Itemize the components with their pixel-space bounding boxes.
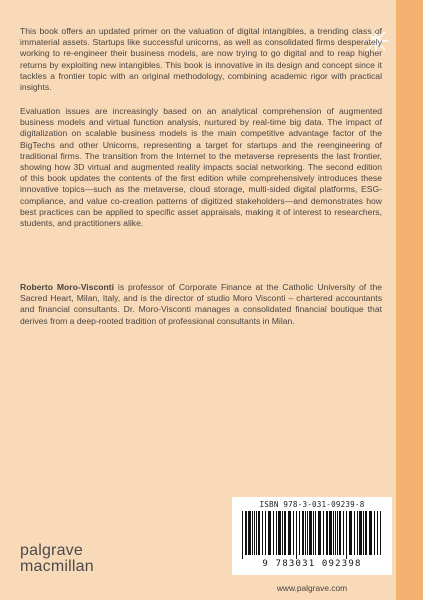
barcode-bar — [374, 511, 375, 555]
barcode-bar — [369, 511, 372, 555]
intro-paragraph: This book offers an updated primer on the valuation of digital intangibles, a trending class of immaterial assets. Startups like successful unicorns, as well as consolidated firms desperately working to re-engineer their business models, are now trying to go digital and to reap higher returns by exploiting new intangibles. This book is innovative in its design and concept since it tackles a frontier topic with an original methodology, combining academic rigor with practical insights. — [20, 26, 382, 93]
barcode-bar — [254, 511, 255, 555]
isbn-label: ISBN 978-3-031-09239-8 — [259, 500, 365, 509]
barcode-bar — [258, 511, 260, 555]
barcode-bar — [293, 511, 294, 555]
barcode-bar — [335, 511, 336, 555]
barcode-bar — [318, 511, 321, 555]
publisher-name-line1: palgrave — [20, 542, 83, 559]
barcode-bar — [245, 511, 247, 555]
barcode-bar — [359, 511, 362, 555]
barcode-bar — [329, 511, 332, 555]
barcode-bar — [268, 511, 271, 555]
publisher-logo — [20, 543, 94, 575]
barcode-bar — [309, 511, 312, 555]
barcode-bar — [380, 511, 381, 555]
spine-strip — [396, 0, 423, 600]
barcode-bar — [256, 511, 257, 555]
barcode-bar — [343, 511, 344, 555]
barcode-number: 9 783031 092398 — [262, 559, 362, 569]
author-bio-paragraph — [20, 282, 382, 327]
barcode-bar — [282, 511, 283, 555]
barcode-bar — [252, 511, 253, 555]
barcode-bar — [265, 511, 266, 555]
publisher-name-line2: macmillan — [20, 558, 94, 575]
barcode-image — [240, 511, 384, 559]
barcode-bar — [288, 511, 291, 555]
barcode-bar — [337, 511, 338, 555]
barcode-bar — [365, 511, 367, 555]
barcode-bar — [276, 511, 277, 555]
author-bio: is professor of Corporate Finance at the Catholic University of the Sacred Heart, Milan, Italy, and is the director of studio Moro Visconti – chartered accountants and financial consultants. Dr. Moro-Visconti manages a consolidated financial boutique that derives from a deep-rooted tradition of professional consultants in Milan. — [20, 282, 383, 326]
barcode-bar — [242, 511, 243, 559]
barcode-bar — [278, 511, 281, 555]
barcode-bar — [346, 511, 347, 559]
barcode-bar — [248, 511, 251, 555]
barcode-bar — [313, 511, 314, 555]
barcode-bar — [305, 511, 306, 555]
barcode-bar — [307, 511, 308, 555]
barcode-panel — [232, 497, 392, 575]
barcode-bar — [339, 511, 341, 555]
description-paragraph: Evaluation issues are increasingly based on an analytical comprehension of augmented business models and virtual function analysis, nurtured by real-time big data. The impact of digitalization on scalable business models is the main competitive advantage factor of the BigTechs and other Unicorns, representing a target for startups and the reengineering of traditional firms. The transition from the Internet to the metaverse represents the last frontier, showing how 3D virtual and augmented reality impacts social networking. The second edition of this book updates the contents of the first edition while comprehensively introduces these innovative topics—such as the metaverse, cloud storage, multi-sided digital platforms, ESG-compliance, and value co-creation patterns of digitized stakeholders—and demonstrates how best practices can be applied to specific asset appraisals, making it of interest to researchers, students, and practitioners alike. — [20, 106, 382, 229]
barcode-bar — [323, 511, 324, 555]
barcode-bar — [299, 511, 300, 555]
barcode-bar — [333, 511, 334, 555]
barcode-bar — [354, 511, 355, 555]
author-name: Roberto Moro-Visconti — [20, 282, 114, 292]
barcode-bar — [302, 511, 304, 555]
barcode-bar — [363, 511, 364, 555]
barcode-bar — [377, 511, 378, 555]
barcode-bar — [296, 511, 297, 559]
barcode-bar — [326, 511, 328, 555]
barcode-bar — [262, 511, 263, 555]
publisher-website: www.palgrave.com — [276, 583, 348, 593]
barcode-bar — [284, 511, 286, 555]
barcode-bar — [349, 511, 352, 555]
barcode-bar — [357, 511, 358, 555]
barcode-bar — [273, 511, 274, 555]
barcode-bar — [315, 511, 316, 555]
